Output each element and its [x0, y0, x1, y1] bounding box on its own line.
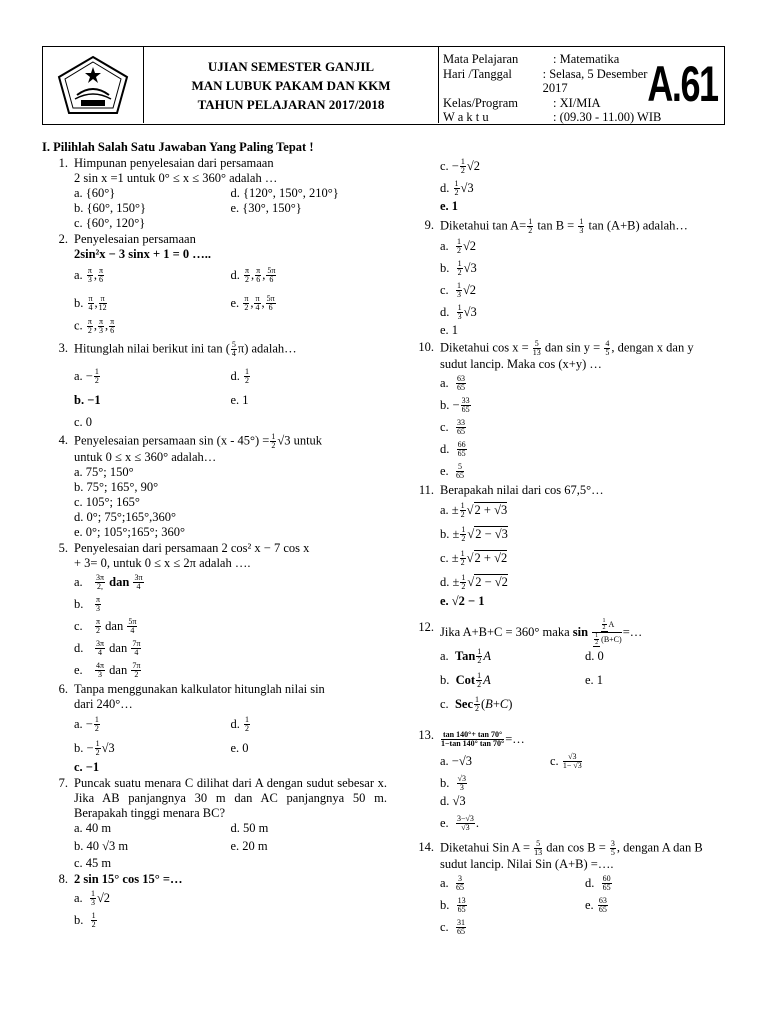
option-c[interactable]: c. $\frac{\pi}{2}$ , $\frac{\pi}{3}$ , $\frac{\pi}{6}$	[74, 317, 115, 335]
option-e[interactable]: e. {30°, 150°}	[230, 201, 302, 215]
option-c[interactable]: c. ± $\frac{1}{2}$ √ 2 + √2	[440, 548, 508, 567]
option-a[interactable]: a. Tan $\frac{1}{2}$ A	[440, 646, 491, 665]
option-c[interactable]: c. −1	[74, 760, 100, 774]
option-a[interactable]: a. $\frac{3}{65}$	[440, 873, 464, 892]
option-c[interactable]: c. − $\frac{1}{2}$ √2	[440, 156, 480, 175]
ministry-logo-icon	[57, 55, 129, 115]
option-c[interactable]: c. $\frac{31}{65}$	[440, 917, 465, 936]
option-b[interactable]: b. − $\frac{1}{2}$ √3	[74, 738, 115, 757]
option-d[interactable]: d. $\frac{66}{65}$	[440, 439, 466, 458]
title-line-2: MAN LUBUK PAKAM DAN KKM	[191, 77, 391, 93]
option-e[interactable]: e. 1	[440, 323, 459, 337]
question-6: 6. Tanpa menggunakan kalkulator hitunglah nilai sin dari 240°… a. − $\frac{1}{2}$ d. $\frac{1}{2}$ b. − $\frac{1}{2}$ √3 e. 0 c. −1	[42, 682, 387, 775]
option-a[interactable]: a. $\frac{63}{65}$	[440, 373, 465, 392]
option-d[interactable]: d. ± $\frac{1}{2}$ √ 2 − √2	[440, 572, 508, 591]
option-d[interactable]: d. $\frac{60}{65}$	[585, 873, 611, 892]
question-3: 3. Hitunglah nilai berikut ini tan ( $\frac{5}{4}$ π) adalah… a. − $\frac{1}{2}$ d. $\frac{1}{2}$ b. −1 e. 1 c. 0	[42, 341, 387, 432]
exam-code: A.61	[647, 56, 718, 112]
option-a[interactable]: a. −√3	[440, 753, 472, 768]
exam-title	[143, 47, 439, 123]
option-a[interactable]: a. 40 m	[74, 821, 112, 835]
option-d[interactable]: d. 0	[585, 648, 604, 663]
option-b[interactable]: b. ± $\frac{1}{2}$ √ 2 − √3	[440, 524, 508, 543]
option-d[interactable]: d. {120°, 150°, 210°}	[230, 186, 339, 200]
option-e[interactable]: e. $\frac{63}{65}$	[585, 895, 607, 914]
question-8: 8. 2 sin 15° cos 15° =… a. $\frac{1}{3}$ √2 b. $\frac{1}{2}$	[42, 872, 387, 931]
option-a[interactable]: a. $\frac{1}{3}$ √2	[74, 888, 111, 907]
option-b[interactable]: b. 40 √3 m	[74, 838, 129, 853]
option-e[interactable]: e. √2 − 1	[440, 594, 485, 608]
option-b[interactable]: b. −1	[74, 392, 101, 407]
option-c[interactable]: c. 105°; 165°	[74, 495, 140, 509]
option-e[interactable]: e. $\frac{5}{65}$	[440, 461, 464, 480]
question-14: 14. Diketahui Sin A = $\frac{5}{13}$ dan cos B = $\frac{3}{5}$ , dengan A dan B sudut lancip. Nilai Sin (A+B) =…. a. $\frac{3}{65}$ d. $\frac{60}{65}$ b. $\frac{13}{65}$ e. $\frac{63}{65}$ c. $\frac{31}{65}$	[408, 840, 730, 938]
option-a[interactable]: a. 75°; 150°	[74, 465, 134, 479]
option-a[interactable]: a. {60°}	[74, 186, 116, 200]
option-c[interactable]: c. $\frac{√3}{1- √3}$	[550, 751, 582, 770]
option-a[interactable]: a. $\frac{1}{2}$ √2	[440, 236, 477, 255]
option-b[interactable]: b. $\frac{1}{2}$	[74, 910, 96, 929]
exam-info	[443, 52, 663, 125]
option-c[interactable]: c. $\frac{33}{65}$	[440, 417, 465, 436]
question-12: 12. Jika A+B+C = 360° maka sin $\frac{1}{2}$ A $\frac{1}{2}$ (B+C) =… a. Tan $\frac{1}{2}$ A d. 0 b. Cot $\frac{1}{2}$ A e. 1 c. Sec $\frac{1}{2}$ ( B + C )	[408, 620, 730, 716]
option-b[interactable]: b. $\frac{13}{65}$	[440, 895, 466, 914]
option-b[interactable]: b. Cot $\frac{1}{2}$ A	[440, 670, 491, 689]
title-line-3: TAHUN PELAJARAN 2017/2018	[197, 96, 385, 112]
question-11: 11. Berapakah nilai dari cos 67,5°… a. ± $\frac{1}{2}$ √ 2 + √3 b. ± $\frac{1}{2}$ √ 2 − √3 c. ± $\frac{1}{2}$ √ 2 + √2 d. ± $\frac{1}{2}$ √ 2 − √2 e. √2 − 1	[408, 483, 730, 612]
option-e[interactable]: e. 1	[585, 672, 604, 687]
option-e[interactable]: e. $\frac{4\pi}{3}$ dan $\frac{7\pi}{2}$	[74, 660, 141, 679]
option-d[interactable]: d. $\frac{1}{3}$ √3	[440, 302, 477, 321]
option-b[interactable]: b. 75°; 165°, 90°	[74, 480, 159, 494]
option-d[interactable]: d. 0°; 75°;165°,360°	[74, 510, 176, 524]
option-d[interactable]: d. $\frac{1}{2}$	[230, 366, 249, 385]
question-7: 7. Puncak suatu menara C dilihat dari A dengan sudut sebesar x. Jika AB panjangnya 30 m dan AC panjangnya 50 m. Berapakah tinggi menara BC? a. 40 m d. 50 m b. 40 √3 m e. 20 m c. 45 m	[58, 776, 387, 870]
right-column	[408, 155, 730, 938]
question-13: 13. $\frac{\tan 140^\circ+ \tan 70^\circ}{1-\tan 140^\circ \tan 70^\circ}$ =… a. −√3 c. $\frac{√3}{1- √3}$ b. $\frac{√3}{3}$ d. √3 e. $\frac{3-√3}{√3}$ .	[408, 728, 730, 834]
option-e[interactable]: e. 0°; 105°;165°; 360°	[74, 525, 185, 539]
option-c[interactable]: c. 0	[74, 414, 93, 429]
option-e[interactable]: e. $\frac{\pi}{2}$ , $\frac{\pi}{4}$ , $\frac{5\pi}{6}$	[230, 293, 275, 312]
option-e[interactable]: e. $\frac{3-√3}{√3}$ .	[440, 813, 479, 832]
option-d[interactable]: d. $\frac{\pi}{2}$ , $\frac{\pi}{6}$ , $\frac{5\pi}{6}$	[230, 265, 276, 284]
option-b[interactable]: b. $\frac{1}{2}$ √3	[440, 258, 477, 277]
title-line-1: UJIAN SEMESTER GANJIL	[207, 58, 375, 74]
question-10: 10. Diketahui cos x = $\frac{5}{13}$ dan sin y = $\frac{4}{5}$ , dengan x dan y sudut lancip. Maka cos (x+y) … a. $\frac{63}{65}$ b. − $\frac{33}{65}$ c. $\frac{33}{65}$ d. $\frac{66}{65}$ e. $\frac{5}{65}$	[408, 340, 730, 482]
question-5: 5. Penyelesaian dari persamaan 2 cos² x − 7 cos x + 3= 0, untuk 0 ≤ x ≤ 2π adalah …. a. $\frac{3\pi}{2,}$ dan $\frac{3\pi}{4}$ b. $\frac{\pi}{3}$ c. $\frac{\pi}{2}$ dan $\frac{5\pi}{4}$ d. $\frac{3\pi}{4}$ dan $\frac{7\pi}{4}$ e. $\frac{4\pi}{3}$ dan $\frac{7\pi}{2}$	[42, 541, 387, 681]
option-d[interactable]: d. 50 m	[230, 821, 269, 835]
question-4: 4. Penyelesaian persamaan sin (x - 45°) = $\frac{1}{2}$ √3 untuk untuk 0 ≤ x ≤ 360° adalah… a. 75°; 150° b. 75°; 165°, 90° c. 105°; 165° d. 0°; 75°;165°,360° e. 0°; 105°;165°; 360°	[42, 433, 387, 540]
option-c[interactable]: c. {60°, 120°}	[74, 216, 146, 230]
info-row-subject: Mata Pelajaran : Matematika	[443, 52, 620, 66]
info-row-time: W a k t u : (09.30 - 11.00) WIB	[443, 110, 662, 124]
option-e[interactable]: e. 0	[230, 740, 249, 755]
info-row-date: Hari /Tanggal : Selasa, 5 Desember 2017	[443, 66, 648, 95]
option-a[interactable]: a. ± $\frac{1}{2}$ √ 2 + √3	[440, 500, 508, 519]
option-c[interactable]: c. Sec $\frac{1}{2}$ ( B + C )	[440, 694, 513, 713]
question-1: 1. Himpunan penyelesaian dari persamaan 2 sin x =1 untuk 0° ≤ x ≤ 360° adalah … a. {60°} d. {120°, 150°, 210°} b. {60°, 150°} e. {30°, 150°} c. {60°, 120°}	[42, 156, 387, 231]
option-a[interactable]: a. $\frac{\pi}{3}$ , $\frac{\pi}{6}$	[74, 265, 104, 284]
option-b[interactable]: b. $\frac{\pi}{4}$ , $\frac{\pi}{12}$	[74, 293, 107, 312]
logo-area	[43, 47, 143, 123]
option-a[interactable]: a. − $\frac{1}{2}$	[74, 714, 99, 733]
question-2: 2. Penyelesaian persamaan 2sin²x − 3 sinx + 1 = 0 ….. a. $\frac{\pi}{3}$ , $\frac{\pi}{6}$ d. $\frac{\pi}{2}$ , $\frac{\pi}{6}$ , $\frac{5\pi}{6}$ b. $\frac{\pi}{4}$ , $\frac{\pi}{12}$ e. $\frac{\pi}{2}$ , $\frac{\pi}{4}$ , $\frac{5\pi}{6}$ c. $\frac{\pi}{2}$ , $\frac{\pi}{3}$ , $\frac{\pi}{6}$	[42, 232, 387, 340]
option-d[interactable]: d. $\frac{3\pi}{4}$ dan $\frac{7\pi}{4}$	[74, 638, 141, 657]
option-c[interactable]: c. $\frac{\pi}{2}$ dan $\frac{5\pi}{4}$	[74, 616, 137, 635]
info-row-class: Kelas/Program : XI/MIA	[443, 95, 601, 110]
option-b[interactable]: b. {60°, 150°}	[74, 201, 146, 215]
option-d[interactable]: d. √3	[440, 794, 466, 808]
section-title: I. Pilihlah Salah Satu Jawaban Yang Paling Tepat !	[42, 140, 314, 154]
question-9: 9. Diketahui tan A= $\frac{1}{2}$ tan B = $\frac{1}{3}$ tan (A+B) adalah… a. $\frac{1}{2}$ √2 b. $\frac{1}{2}$ √3 c. $\frac{1}{3}$ √2 d. $\frac{1}{3}$ √3 e. 1	[408, 218, 730, 339]
option-d[interactable]: d. $\frac{1}{2}$	[230, 714, 249, 733]
option-e[interactable]: e. 20 m	[230, 838, 268, 853]
option-a[interactable]: a. − $\frac{1}{2}$	[74, 366, 99, 385]
option-d[interactable]: d. $\frac{1}{2}$ √3	[440, 178, 474, 197]
option-a[interactable]: a. $\frac{3\pi}{2,}$ dan $\frac{3\pi}{4}$	[74, 572, 143, 591]
option-e[interactable]: e. 1	[230, 392, 249, 407]
option-c[interactable]: c. $\frac{1}{3}$ √2	[440, 280, 477, 299]
left-column	[42, 140, 387, 931]
option-c[interactable]: c. 45 m	[74, 856, 112, 870]
exam-header	[42, 46, 725, 125]
option-e[interactable]: e. 1	[440, 199, 459, 213]
option-b[interactable]: b. $\frac{√3}{3}$	[440, 773, 467, 792]
option-b[interactable]: b. − $\frac{33}{65}$	[440, 395, 470, 414]
option-b[interactable]: b. $\frac{\pi}{3}$	[74, 594, 101, 613]
